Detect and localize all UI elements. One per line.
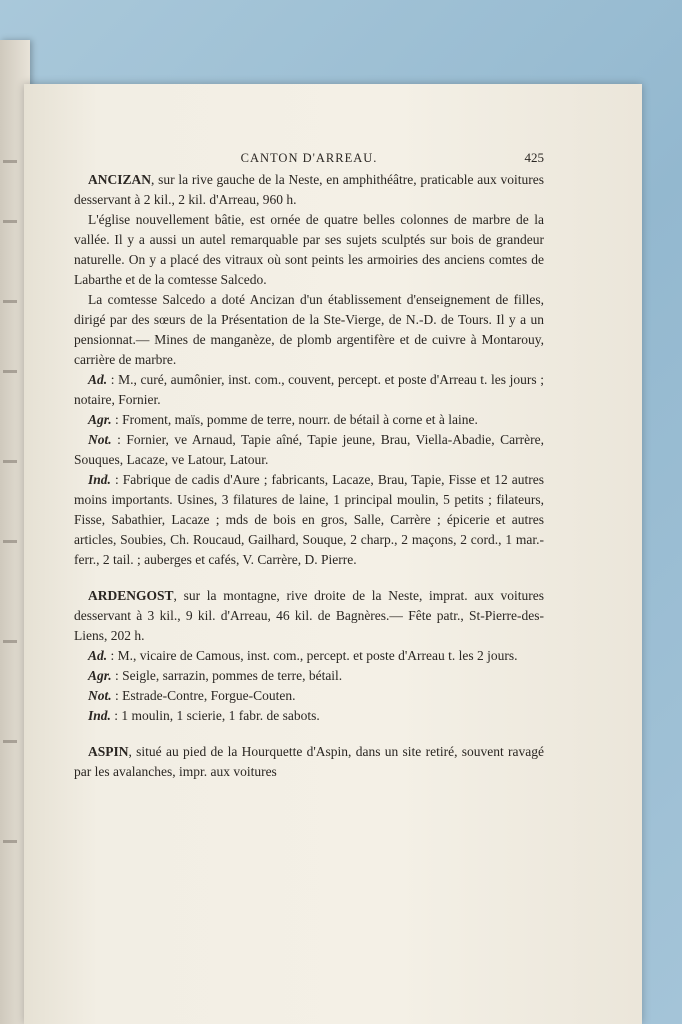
ancizan-paragraph-school: La comtesse Salcedo a doté Ancizan d'un établissement d'enseignement de filles, dirigé par des sœurs de la Présentation de la Ste-Vierge, de N.-D. de Tours. Il y a un pensionnat.— Mines de manganèze, de plomb argentifère et de cuivre à Montarouy, carrière de marbre. (74, 292, 544, 367)
entry-aspin-intro (74, 742, 544, 782)
ardengost-ind (74, 706, 544, 726)
ardengost-agr (74, 666, 544, 686)
page-header (74, 148, 544, 168)
entry-intro-text: , sur la rive gauche de la Neste, en amphithéâtre, praticable aux voitures desservant à 2 kil., 2 kil. d'Arreau, 960 h. (74, 172, 544, 207)
ad-text: : M., curé, aumônier, inst. com., couvent, percept. et poste d'Arreau t. les jours ; notaire, Fornier. (74, 372, 544, 407)
ancizan-ad (74, 370, 544, 410)
text-stub (3, 460, 17, 463)
not-label: Not. (88, 688, 112, 703)
not-label: Not. (88, 432, 112, 447)
entry-intro-text: , situé au pied de la Hourquette d'Aspin, dans un site retiré, souvent ravagé par les avalanches, impr. aux voitures (74, 744, 544, 779)
agr-label: Agr. (88, 668, 112, 683)
ardengost-ad (74, 646, 544, 666)
agr-text: : Seigle, sarrazin, pommes de terre, bétail. (111, 668, 343, 683)
ardengost-not (74, 686, 544, 706)
text-stub (3, 540, 17, 543)
text-stub (3, 160, 17, 163)
book-page (24, 84, 642, 1024)
agr-text: : Froment, maïs, pomme de terre, nourr. de bétail à corne et à laine. (111, 412, 478, 427)
ind-label: Ind. (88, 708, 111, 723)
entry-name: ARDENGOST (88, 588, 174, 603)
ancizan-ind (74, 470, 544, 570)
text-stub (3, 840, 17, 843)
text-stub (3, 220, 17, 223)
ad-label: Ad. (88, 648, 108, 663)
entry-name: ANCIZAN (88, 172, 152, 187)
entry-intro-text: , sur la montagne, rive droite de la Neste, imprat. aux voitures desservant à 3 kil., 9 kil. d'Arreau, 46 kil. de Bagnères.— Fête patr., St-Pierre-des-Liens, 202 h. (74, 588, 544, 643)
ind-text: : 1 moulin, 1 scierie, 1 fabr. de sabots. (110, 708, 320, 723)
ancizan-not (74, 430, 544, 470)
ad-text: : M., vicaire de Camous, inst. com., percept. et poste d'Arreau t. les 2 jours. (107, 648, 518, 663)
entry-ancizan-intro (74, 170, 544, 210)
ancizan-agr (74, 410, 544, 430)
entry-name: ASPIN (88, 744, 129, 759)
not-text: : Estrade-Contre, Forgue-Couten. (111, 688, 296, 703)
text-stub (3, 300, 17, 303)
agr-label: Agr. (88, 412, 112, 427)
not-text: : Fornier, ve Arnaud, Tapie aîné, Tapie jeune, Brau, Viella-Abadie, Carrère, Souques, Lacaze, ve Latour, Latour. (74, 432, 544, 467)
entry-gap (74, 726, 544, 742)
ancizan-paragraph-church: L'église nouvellement bâtie, est ornée de quatre belles colonnes de marbre de la vallée. Il y a aussi un autel remarquable par ses sujets sculptés sur bois de grandeur naturelle. On y a placé des vitraux où sont peints les armoiries des anciens comtes de Labarthe et de la comtesse Salcedo. (74, 212, 544, 287)
running-title: CANTON D'ARREAU. (240, 151, 378, 165)
entry-ardengost-intro (74, 586, 544, 646)
page-number: 425 (524, 150, 544, 165)
entry-gap (74, 570, 544, 586)
text-stub (3, 740, 17, 743)
ind-text: : Fabrique de cadis d'Aure ; fabricants, Lacaze, Brau, Tapie, Fisse et 12 autres moins importants. Usines, 3 filatures de laine, 1 principal moulin, 5 petits ; filateurs, Fisse, Sabathier, Lacaze ; mds de bois en gros, Salle, Carrère ; épicerie et autres articles, Soubies, Ch. Roucaud, Gailhard, Souque, 2 charp., 2 maçons, 2 cord., 1 mar.-ferr., 2 tail. ; auberges et cafés, V. Carrère, D. Pierre. (74, 472, 544, 567)
ind-label: Ind. (88, 472, 111, 487)
text-stub (3, 370, 17, 373)
page-text (74, 148, 544, 782)
text-stub (3, 640, 17, 643)
ad-label: Ad. (88, 372, 108, 387)
